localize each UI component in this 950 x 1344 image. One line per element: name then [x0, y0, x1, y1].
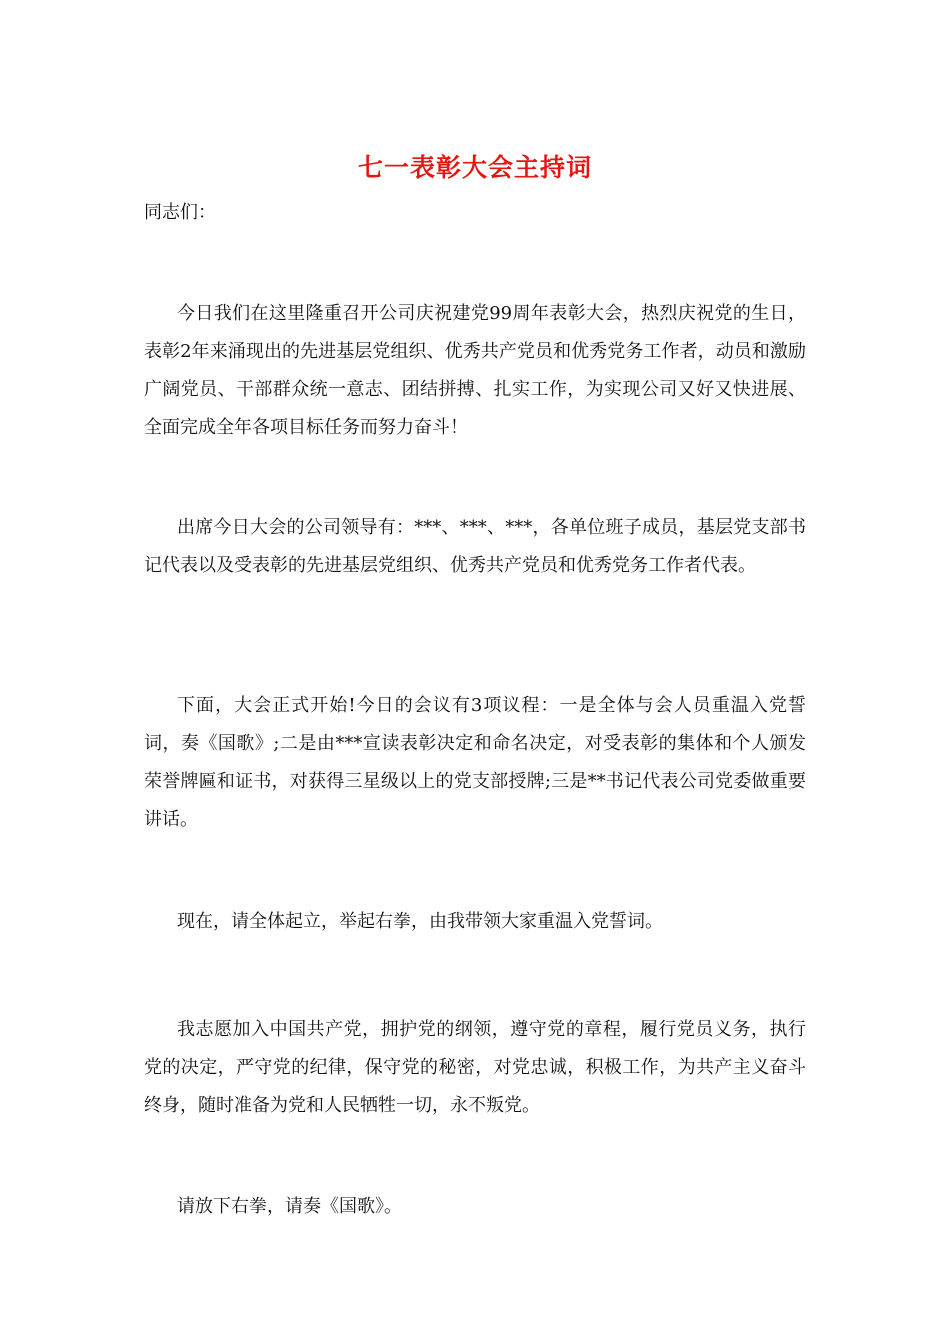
- salutation: 同志们：: [144, 202, 216, 223]
- paragraph-oath: 我志愿加入中国共产党，拥护党的纲领，遵守党的章程，履行党员义务，执行党的决定，严守党的纪律，保守党的秘密，对党忠诚，积极工作，为共产主义奋斗终身，随时准备为党和人民牺牲一切，永不叛党。: [144, 1019, 806, 1116]
- paragraph-agenda: 下面，大会正式开始!今日的会议有3项议程：一是全体与会人员重温入党誓词，奏《国歌》;二是由***宣读表彰决定和命名决定，对受表彰的集体和个人颁发荣誉牌匾和证书，对获得三星级以上的党支部授牌;三是**书记代表公司党委做重要讲话。: [144, 695, 806, 830]
- document-title: 七一表彰大会主持词: [357, 153, 592, 182]
- paragraph-stand-up: 现在，请全体起立，举起右拳，由我带领大家重温入党誓词。: [177, 911, 663, 932]
- paragraph-opening: 今日我们在这里隆重召开公司庆祝建党99周年表彰大会，热烈庆祝党的生日，表彰2年来涌现出的先进基层党组织、优秀共产党员和优秀党务工作者，动员和激励广阔党员、干部群众统一意志、团结拼搏、扎实工作，为实现公司又好又快进展、全面完成全年各项目标任务而努力奋斗！: [144, 303, 806, 438]
- paragraph-attendees: 出席今日大会的公司领导有：***、***、***，各单位班子成员，基层党支部书记代表以及受表彰的先进基层党组织、优秀共产党员和优秀党务工作者代表。: [144, 517, 806, 576]
- paragraph-anthem: 请放下右拳，请奏《国歌》。: [177, 1196, 402, 1217]
